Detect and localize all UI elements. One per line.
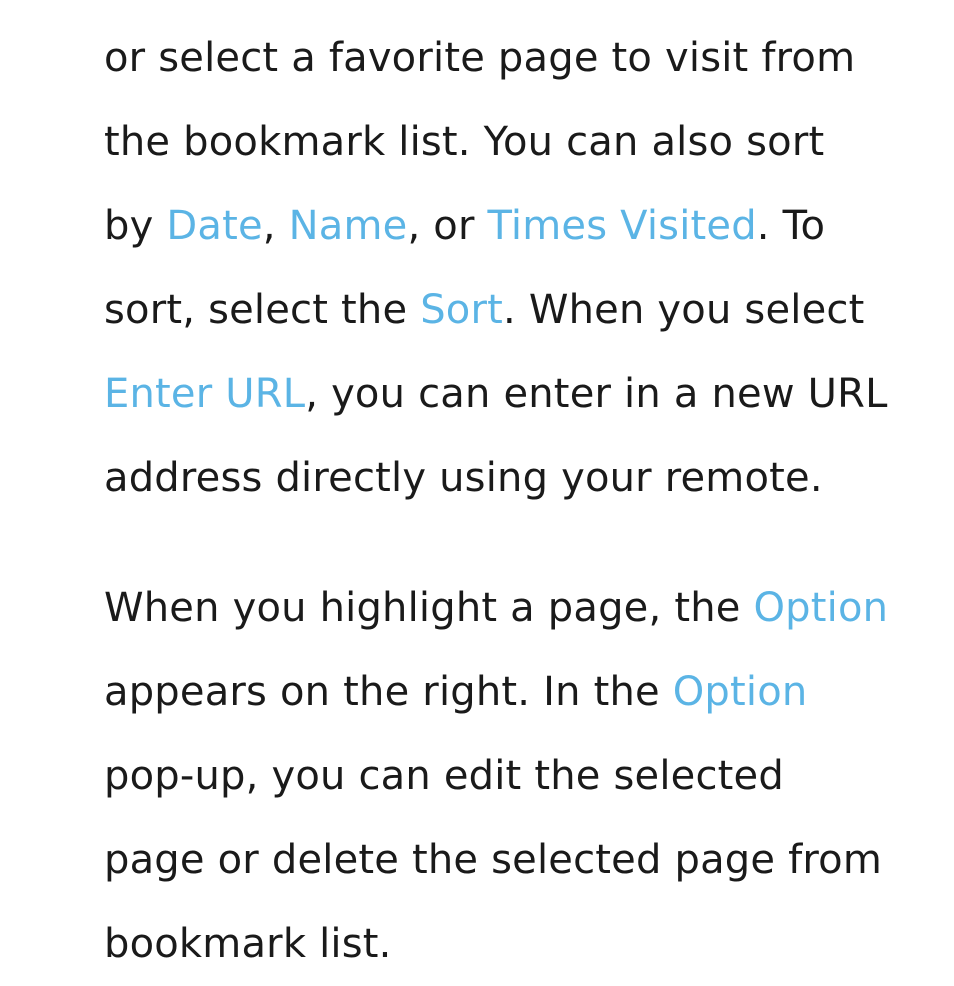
- text-line: [104, 566, 944, 650]
- text-segment: . When you select: [503, 287, 865, 333]
- text-line: or select a favorite page to visit from: [104, 35, 856, 81]
- enter-url-term: Enter URL: [104, 371, 306, 417]
- sort-option-times-visited: Times Visited: [487, 203, 757, 249]
- text-line: address directly using your remote.: [104, 455, 823, 501]
- paragraph-option: [104, 520, 944, 986]
- option-term: Option: [672, 669, 808, 715]
- text-line: [104, 352, 944, 436]
- text-segment: , you can enter in a new URL: [305, 371, 888, 417]
- text-line: [104, 268, 944, 352]
- text-segment: . To: [756, 203, 826, 249]
- sort-option-date: Date: [166, 203, 263, 249]
- text-line: pop-up, you can edit the selected: [104, 753, 784, 799]
- text-segment: , or: [407, 203, 488, 249]
- text-segment: When you highlight a page, the: [104, 585, 754, 631]
- paragraph-bookmarks: [104, 0, 944, 520]
- text-segment: appears on the right. In the: [104, 669, 673, 715]
- text-line: bookmark list.: [104, 921, 392, 967]
- option-term: Option: [753, 585, 889, 631]
- sort-option-name: Name: [288, 203, 408, 249]
- text-line: [104, 650, 944, 734]
- text-segment: by: [104, 203, 167, 249]
- sort-term: Sort: [420, 287, 503, 333]
- text-line: page or delete the selected page from: [104, 837, 883, 883]
- text-line: [104, 184, 944, 268]
- text-segment: sort, select the: [104, 287, 421, 333]
- text-line: the bookmark list. You can also sort: [104, 119, 825, 165]
- manual-page: [104, 0, 944, 986]
- text-segment: ,: [262, 203, 289, 249]
